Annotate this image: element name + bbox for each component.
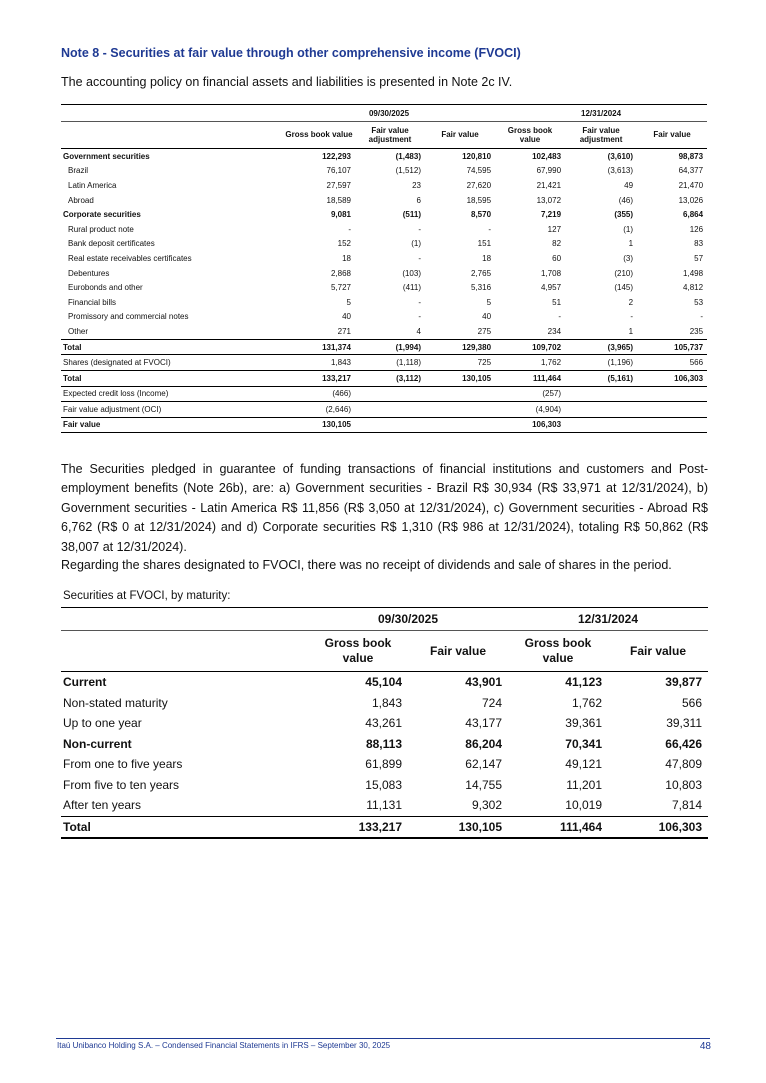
table-row [61,417,707,433]
cell-value: 60 [552,253,562,263]
row-label: Latin America [68,180,117,190]
cell-value: 82 [552,239,562,249]
row-label: Total [61,370,283,386]
cell-value: (466) [283,386,355,402]
cell-value [355,402,425,418]
col-header-fv: Fair value [637,122,707,149]
cell-value: 102,483 [532,151,562,161]
row-label: Financial bills [68,297,117,307]
row-label: Expected credit loss (Income) [61,386,283,402]
row-label: Total [61,816,308,838]
header-blank [61,608,308,631]
securities-table [61,104,707,433]
cell-value: (1,196) [565,355,637,371]
cell-value: (3,613) [607,166,634,176]
cell-value: 2,868 [330,268,351,278]
table-row [61,207,707,222]
cell-value: 76,107 [326,166,351,176]
cell-value: (2,646) [283,402,355,418]
cell-value: (3,965) [565,339,637,355]
cell-value: 129,380 [425,339,495,355]
cell-value: 45,104 [365,675,402,690]
cell-value: - [348,224,351,234]
cell-value: 21,470 [678,180,704,190]
cell-value: (355) [614,210,634,220]
maturity-table [61,607,708,839]
shares-paragraph: Regarding the shares designated to FVOCI, there was no receipt of dividends and sale of shares in the period. [61,558,672,572]
cell-value: (1,512) [395,166,421,176]
header-blank [61,122,283,149]
cell-value: 47,809 [665,757,702,772]
table-row [61,339,707,355]
cell-value: 111,464 [508,816,608,838]
period-header-a: 09/30/2025 [308,608,508,631]
cell-value: 40 [342,312,351,322]
cell-value: (3,610) [607,151,634,161]
cell-value: 1,498 [683,268,704,278]
cell-value: 61,899 [365,757,402,772]
cell-value: 151 [477,239,492,249]
cell-value: 62,147 [465,757,502,772]
row-label: Fair value adjustment (OCI) [61,402,283,418]
table-row [61,266,707,281]
cell-value: 130,105 [283,417,355,433]
cell-value: 106,303 [637,370,707,386]
cell-value: - [700,312,704,322]
cell-value: 57 [694,253,704,263]
cell-value: 4 [416,326,421,336]
cell-value: 88,113 [365,736,402,751]
table-row [61,754,708,775]
row-label: Brazil [68,166,89,176]
cell-value: 67,990 [536,166,562,176]
cell-value: 6 [416,195,421,205]
table-row [61,672,708,693]
row-label: From five to ten years [63,777,180,792]
cell-value: 7,814 [671,798,702,813]
cell-value: (3,112) [355,370,425,386]
cell-value: 111,464 [495,370,565,386]
row-label: Real estate receivables certificates [68,253,192,263]
cell-value: 5,727 [330,283,351,293]
col-header-gross: Gross book value [508,631,608,672]
cell-value: 7,219 [541,210,562,220]
row-label: Government securities [63,151,150,161]
row-label: Corporate securities [63,210,141,220]
cell-value: 566 [637,355,707,371]
table-row [61,734,708,755]
row-label: Current [63,675,107,690]
row-label: After ten years [63,798,142,813]
cell-value: 9,081 [330,210,351,220]
cell-value: (46) [618,195,634,205]
cell-value [565,402,637,418]
cell-value: 13,072 [536,195,562,205]
row-label: Abroad [68,195,94,205]
col-header-fv: Fair value [425,122,495,149]
table-row [61,693,708,714]
cell-value: (103) [402,268,421,278]
cell-value: 724 [481,695,502,710]
period-header-a: 09/30/2025 [283,105,495,122]
cell-value: 43,901 [465,675,502,690]
row-label: Fair value [61,417,283,433]
cell-value: 18 [482,253,492,263]
cell-value: 131,374 [283,339,355,355]
table-row [61,280,707,295]
cell-value: (4,904) [495,402,565,418]
cell-value: 40 [482,312,492,322]
cell-value: (411) [402,283,421,293]
table-row [61,816,708,838]
cell-value: - [418,224,421,234]
cell-value: 106,303 [608,816,708,838]
table-row [61,222,707,237]
cell-value: 133,217 [283,370,355,386]
cell-value [425,386,495,402]
col-header-gross: Gross book value [495,122,565,149]
cell-value: 11,131 [366,798,402,813]
cell-value: 39,311 [666,716,702,731]
cell-value: 18 [342,253,351,263]
cell-value: (5,161) [565,370,637,386]
row-label: Up to one year [63,716,142,731]
cell-value: 126 [689,224,704,234]
cell-value: 105,737 [637,339,707,355]
cell-value: 1,843 [371,695,402,710]
row-label: From one to five years [63,757,183,772]
cell-value: 39,361 [565,716,602,731]
col-header-gross: Gross book value [283,122,355,149]
cell-value: - [630,312,634,322]
header-blank [61,631,308,672]
cell-value: (3) [623,253,634,263]
cell-value: 152 [337,239,351,249]
cell-value: 106,303 [495,417,565,433]
cell-value: 271 [337,326,351,336]
cell-value [355,386,425,402]
table-row [61,164,707,179]
cell-value: 41,123 [565,675,602,690]
cell-value: 18,589 [326,195,351,205]
pledged-securities-paragraph: The Securities pledged in guarantee of funding transactions of financial institutions and customers and Post-employment benefits (Note 26b), are: a) Government securities - Brazil R$ 30,934 (R$ 33,971 at 12/31/2024), b) Government securities - Latin America R$ 11,856 (R$ 3,050 at 12/31/2024), c) Government securities - Abroad R$ 6,762 (R$ 0 at 12/31/2024) and d) Corporate securities R$ 1,310 (R$ 986 at 12/31/2024), totaling R$ 50,862 (R$ 38,007 at 12/31/2024). [61,462,708,554]
row-label: Rural product note [68,224,134,234]
cell-value: 1,762 [571,695,602,710]
cell-value: 27,620 [466,180,492,190]
cell-value: (1) [411,239,421,249]
cell-value: 5 [346,297,351,307]
cell-value: 21,421 [536,180,562,190]
cell-value: 1 [628,239,634,249]
cell-value: (1,483) [395,151,421,161]
cell-value: 27,597 [326,180,351,190]
table-row [61,251,707,266]
table-row [61,193,707,208]
cell-value: 51 [552,297,562,307]
cell-value: 49,121 [565,757,602,772]
table-row [61,149,707,164]
cell-value: 130,105 [408,816,508,838]
cell-value [637,402,707,418]
table-row [61,402,707,418]
cell-value: 1,708 [541,268,562,278]
cell-value: 15,083 [365,777,402,792]
cell-value: 235 [689,326,704,336]
table-row [61,295,707,310]
cell-value: - [418,312,421,322]
cell-value: 122,293 [322,151,351,161]
footer-text: Itaú Unibanco Holding S.A. – Condensed Financial Statements in IFRS – September 30, 2025 [57,1041,391,1050]
row-label: Other [68,326,89,336]
col-header-adj: Fair value adjustment [355,122,425,149]
cell-value: 6,864 [683,210,704,220]
cell-value: (511) [402,210,421,220]
row-label: Promissory and commercial notes [68,312,189,322]
note-title: Note 8 - Securities at fair value through other comprehensive income (FVOCI) [61,46,521,60]
row-label: Total [61,339,283,355]
cell-value: 234 [547,326,562,336]
cell-value: 127 [547,224,562,234]
cell-value: 83 [694,239,704,249]
cell-value: 14,755 [465,777,502,792]
cell-value: 120,810 [462,151,492,161]
cell-value: 109,702 [495,339,565,355]
row-label: Shares (designated at FVOCI) [61,355,283,371]
cell-value [425,417,495,433]
row-label: Eurobonds and other [68,283,143,293]
cell-value: 43,177 [465,716,502,731]
cell-value: 1 [628,326,634,336]
cell-value [565,386,637,402]
cell-value: 53 [694,297,704,307]
cell-value [425,402,495,418]
table-row [61,355,707,371]
cell-value: 43,261 [365,716,402,731]
cell-value: 1,762 [495,355,565,371]
table-row [61,310,707,325]
period-header-b: 12/31/2024 [495,105,707,122]
header-blank [61,105,283,122]
cell-value: - [488,224,492,234]
col-header-fv: Fair value [408,631,508,672]
cell-value: 18,595 [466,195,492,205]
cell-value [355,417,425,433]
cell-value: (1,994) [355,339,425,355]
table-row [61,775,708,796]
cell-value: 5 [486,297,492,307]
table-row [61,795,708,816]
col-header-fv: Fair value [608,631,708,672]
cell-value: 4,812 [683,283,704,293]
row-label: Non-current [63,736,132,751]
cell-value: (1,118) [355,355,425,371]
intro-text: The accounting policy on financial assets and liabilities is presented in Note 2c IV. [61,75,513,89]
cell-value: 10,803 [665,777,702,792]
table-row [61,237,707,252]
cell-value: 9,302 [471,798,502,813]
cell-value: (145) [614,283,634,293]
cell-value: (1) [623,224,634,234]
col-header-gross: Gross book value [308,631,408,672]
cell-value: (210) [614,268,634,278]
cell-value: - [558,312,562,322]
cell-value [637,386,707,402]
cell-value: 49 [624,180,634,190]
cell-value: (257) [495,386,565,402]
row-label: Debentures [68,268,110,278]
cell-value: - [418,297,421,307]
cell-value: 8,570 [471,210,492,220]
period-header-b: 12/31/2024 [508,608,708,631]
cell-value: 10,019 [565,798,602,813]
cell-value: 2 [628,297,634,307]
cell-value [637,417,707,433]
footer-divider [56,1038,710,1039]
cell-value: 566 [681,695,702,710]
cell-value: 13,026 [678,195,704,205]
cell-value: 275 [477,326,492,336]
cell-value: 1,843 [283,355,355,371]
cell-value: 66,426 [665,736,702,751]
cell-value: 64,377 [678,166,704,176]
row-label: Non-stated maturity [63,695,168,710]
table-row [61,370,707,386]
cell-value: 133,217 [308,816,408,838]
cell-value: - [418,253,421,263]
cell-value: 86,204 [465,736,502,751]
page-number: 48 [699,1041,711,1052]
cell-value [565,417,637,433]
maturity-table-caption: Securities at FVOCI, by maturity: [63,590,231,602]
cell-value: 23 [412,180,421,190]
cell-value: 4,957 [541,283,562,293]
cell-value: 98,873 [678,151,704,161]
table-row [61,713,708,734]
cell-value: 725 [425,355,495,371]
table-row [61,386,707,402]
col-header-adj: Fair value adjustment [565,122,637,149]
table-row [61,178,707,193]
cell-value: 11,201 [566,777,602,792]
cell-value: 70,341 [565,736,602,751]
cell-value: 130,105 [425,370,495,386]
table-row [61,324,707,339]
cell-value: 39,877 [665,675,702,690]
cell-value: 5,316 [471,283,492,293]
cell-value: 2,765 [471,268,492,278]
row-label: Bank deposit certificates [68,239,155,249]
cell-value: 74,595 [466,166,492,176]
